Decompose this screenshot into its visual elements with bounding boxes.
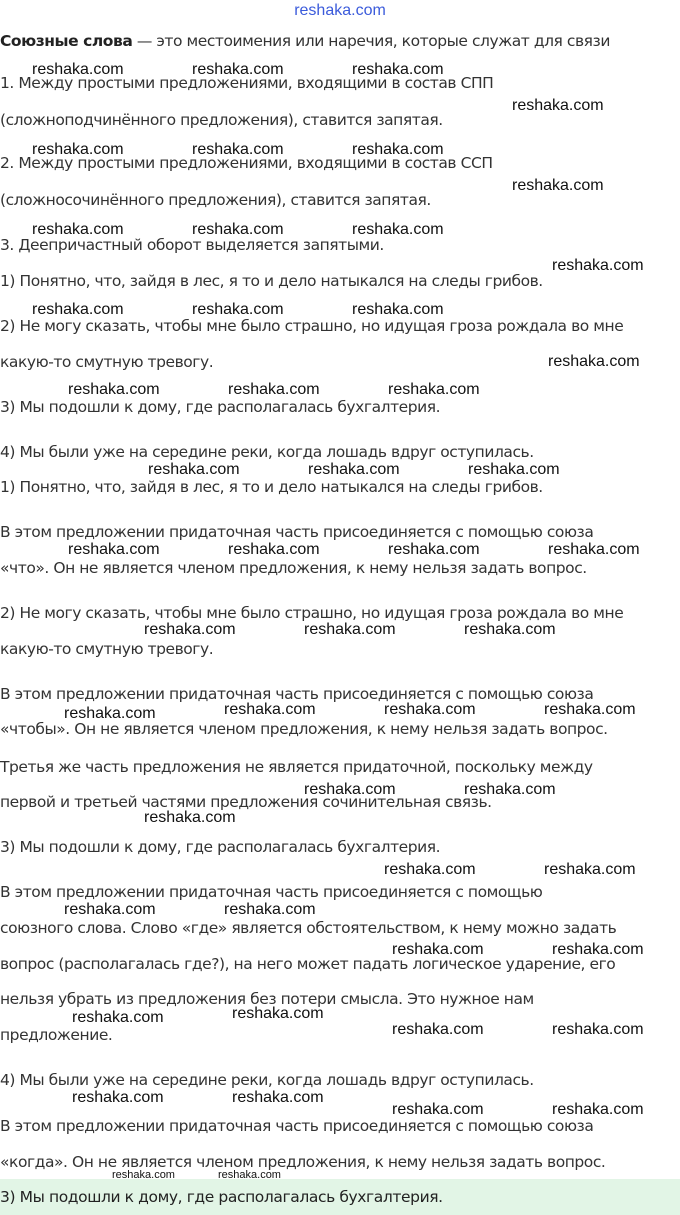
watermark: reshaka.com xyxy=(144,809,236,826)
analysis-line: какую-то смутную тревогу. xyxy=(0,640,214,658)
analysis-line: 2) Не могу сказать, чтобы мне было страшно, но идущая гроза рождала во мне xyxy=(0,604,624,622)
watermark: reshaka.com xyxy=(388,541,480,558)
rule-1-line-2: (сложноподчинённого предложения), ставится запятая. xyxy=(0,111,443,129)
watermark: reshaka.com xyxy=(224,901,316,918)
watermark: reshaka.com xyxy=(392,1021,484,1038)
watermark: reshaka.com xyxy=(352,221,444,238)
watermark: reshaka.com xyxy=(384,861,476,878)
option-2-line-2: какую-то смутную тревогу. xyxy=(0,353,214,371)
definition-text: — это местоимения или наречия, которые служат для связи xyxy=(132,32,610,50)
watermark: reshaka.com xyxy=(352,301,444,318)
watermark: reshaka.com xyxy=(544,701,636,718)
watermark: reshaka.com xyxy=(72,1089,164,1106)
watermark: reshaka.com xyxy=(464,621,556,638)
watermark-small: reshaka.com xyxy=(112,1169,175,1181)
analysis-line: предложение. xyxy=(0,1026,113,1044)
watermark: reshaka.com xyxy=(32,141,124,158)
watermark: reshaka.com xyxy=(72,1009,164,1026)
watermark: reshaka.com xyxy=(192,61,284,78)
watermark: reshaka.com xyxy=(32,301,124,318)
watermark: reshaka.com xyxy=(548,541,640,558)
option-3: 3) Мы подошли к дому, где располагалась бухгалтерия. xyxy=(0,398,441,416)
watermark: reshaka.com xyxy=(68,381,160,398)
option-1: 1) Понятно, что, зайдя в лес, я то и дело натыкался на следы грибов. xyxy=(0,272,543,290)
analysis-line: первой и третьей частями предложения сочинительная связь. xyxy=(0,793,492,811)
watermark: reshaka.com xyxy=(392,1101,484,1118)
rule-3: 3. Деепричастный оборот выделяется запятыми. xyxy=(0,236,384,254)
analysis-line: В этом предложении придаточная часть присоединяется с помощью союза xyxy=(0,685,594,703)
watermark: reshaka.com xyxy=(384,701,476,718)
watermark: reshaka.com xyxy=(232,1005,324,1022)
rule-1-line-1: 1. Между простыми предложениями, входящими в состав СПП xyxy=(0,74,494,92)
definition-term: Союзные слова xyxy=(0,32,133,50)
analysis-line: 1) Понятно, что, зайдя в лес, я то и дело натыкался на следы грибов. xyxy=(0,478,543,496)
analysis-line: 3) Мы подошли к дому, где располагалась бухгалтерия. xyxy=(0,838,441,856)
watermark: reshaka.com xyxy=(308,461,400,478)
watermark: reshaka.com xyxy=(232,1089,324,1106)
watermark: reshaka.com xyxy=(228,381,320,398)
watermark: reshaka.com xyxy=(388,381,480,398)
watermark: reshaka.com xyxy=(552,1021,644,1038)
watermark: reshaka.com xyxy=(64,705,156,722)
watermark: reshaka.com xyxy=(68,541,160,558)
analysis-line: Третья же часть предложения не является придаточной, поскольку между xyxy=(0,758,593,776)
watermark: reshaka.com xyxy=(192,221,284,238)
site-header-link[interactable]: reshaka.com xyxy=(294,2,386,19)
watermark: reshaka.com xyxy=(392,941,484,958)
watermark: reshaka.com xyxy=(552,257,644,274)
answer-text: 3) Мы подошли к дому, где располагалась бухгалтерия. xyxy=(0,1188,443,1206)
analysis-line: нельзя убрать из предложения без потери смысла. Это нужное нам xyxy=(0,990,534,1008)
watermark: reshaka.com xyxy=(64,901,156,918)
option-4: 4) Мы были уже на середине реки, когда лошадь вдруг оступилась. xyxy=(0,443,534,461)
watermark: reshaka.com xyxy=(144,621,236,638)
watermark: reshaka.com xyxy=(148,461,240,478)
definition-line xyxy=(0,31,680,51)
watermark: reshaka.com xyxy=(192,141,284,158)
rule-2-line-2: (сложносочинённого предложения), ставится запятая. xyxy=(0,191,431,209)
answer-highlight xyxy=(0,1179,680,1215)
watermark: reshaka.com xyxy=(512,97,604,114)
analysis-line: союзного слова. Слово «где» является обстоятельством, к нему можно задать xyxy=(0,919,617,937)
analysis-line: В этом предложении придаточная часть присоединяется с помощью союза xyxy=(0,1117,594,1135)
watermark: reshaka.com xyxy=(304,621,396,638)
watermark: reshaka.com xyxy=(352,141,444,158)
watermark-small: reshaka.com xyxy=(218,1169,281,1181)
watermark: reshaka.com xyxy=(304,781,396,798)
watermark: reshaka.com xyxy=(548,353,640,370)
watermark: reshaka.com xyxy=(32,61,124,78)
watermark: reshaka.com xyxy=(552,1101,644,1118)
watermark: reshaka.com xyxy=(192,301,284,318)
analysis-line: В этом предложении придаточная часть присоединяется с помощью xyxy=(0,883,543,901)
analysis-line: В этом предложении придаточная часть присоединяется с помощью союза xyxy=(0,523,594,541)
watermark: reshaka.com xyxy=(228,541,320,558)
analysis-line: вопрос (располагалась где?), на него может падать логическое ударение, его xyxy=(0,955,616,973)
watermark: reshaka.com xyxy=(32,221,124,238)
option-2-line-1: 2) Не могу сказать, чтобы мне было страшно, но идущая гроза рождала во мне xyxy=(0,317,624,335)
analysis-line: 4) Мы были уже на середине реки, когда лошадь вдруг оступилась. xyxy=(0,1071,534,1089)
watermark: reshaka.com xyxy=(224,701,316,718)
analysis-line: «когда». Он не является членом предложения, к нему нельзя задать вопрос. xyxy=(0,1153,606,1171)
watermark: reshaka.com xyxy=(512,177,604,194)
watermark: reshaka.com xyxy=(352,61,444,78)
analysis-line: «чтобы». Он не является членом предложения, к нему нельзя задать вопрос. xyxy=(0,720,608,738)
watermark: reshaka.com xyxy=(552,941,644,958)
watermark: reshaka.com xyxy=(468,461,560,478)
watermark: reshaka.com xyxy=(544,861,636,878)
analysis-line: «что». Он не является членом предложения, к нему нельзя задать вопрос. xyxy=(0,559,587,577)
watermark: reshaka.com xyxy=(464,781,556,798)
rule-2-line-1: 2. Между простыми предложениями, входящими в состав ССП xyxy=(0,154,493,172)
